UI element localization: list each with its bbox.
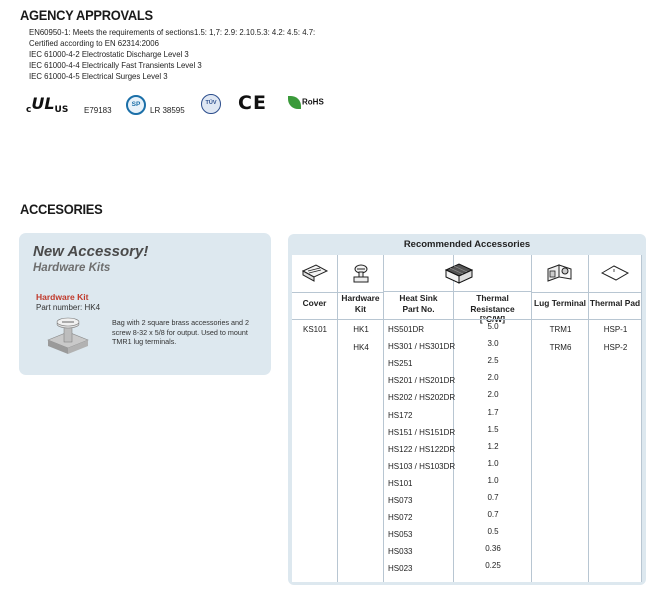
thermal-resistance-cell: 5.0 bbox=[487, 322, 499, 331]
thermal-resistance-cell: 2.0 bbox=[487, 390, 499, 399]
heat-sink-icon-cell bbox=[384, 255, 532, 292]
lug-cell: TRM6 bbox=[549, 343, 572, 352]
heat-sink-part-cell: HS251 bbox=[388, 359, 413, 368]
heat-sink-part-cell: HS151 / HS151DR bbox=[388, 428, 456, 437]
csa-number: LR 38595 bbox=[150, 106, 185, 115]
header-thermal-resistance: Thermal Resistance [°C/W] bbox=[470, 293, 515, 324]
approval-line: EN60950-1: Meets the requirements of sections1.5: 1,7: 2.9: 2.10.5.3: 4.2: 4.5: 4.7: bbox=[29, 27, 316, 37]
heat-sink-part-cell: HS122 / HS122DR bbox=[388, 445, 456, 454]
heat-sink-part-cell: HS053 bbox=[388, 530, 413, 539]
tuv-logo-icon: TÜV bbox=[201, 94, 221, 114]
approval-line: IEC 61000-4-5 Electrical Surges Level 3 bbox=[29, 71, 168, 82]
header-hardware-kit: Hardware Kit bbox=[341, 293, 380, 314]
heat-sink-part-cell: HS202 / HS202DR bbox=[388, 393, 456, 402]
thermal-pad-icon bbox=[600, 261, 630, 285]
lug-terminal-icon bbox=[545, 261, 575, 285]
recommended-accessories-table bbox=[288, 234, 646, 585]
heat-sink-part-cell: HS072 bbox=[388, 513, 413, 522]
table-title: Recommended Accessories bbox=[403, 239, 531, 250]
thermal-resistance-cell: 3.0 bbox=[487, 339, 499, 348]
header-heat-sink: Heat Sink Part No. bbox=[399, 293, 438, 314]
accessories-title: ACCESORIES bbox=[20, 201, 103, 217]
header-lug-terminal: Lug Terminal bbox=[534, 298, 586, 308]
thermal-pad-column bbox=[589, 255, 642, 582]
pad-cell: HSP-1 bbox=[603, 325, 628, 334]
certification-logos bbox=[26, 94, 336, 122]
ce-logo-icon: CE bbox=[238, 92, 267, 114]
kit-part-number: Part number: HK4 bbox=[36, 303, 101, 312]
thermal-resistance-cell: 0.36 bbox=[485, 544, 501, 553]
kit-description: Bag with 2 square brass accessories and 2 screw 8-32 x 5/8 for output. Used to mount TMR1 lug terminals. bbox=[112, 318, 250, 347]
approvals-list bbox=[29, 27, 315, 82]
new-accessory-panel bbox=[19, 233, 271, 375]
header-thermal-pad: Thermal Pad bbox=[589, 298, 641, 308]
heat-sink-part-cell: HS101 bbox=[388, 479, 413, 488]
thermal-resistance-cell: 1.0 bbox=[487, 459, 499, 468]
heat-sink-part-cell: HS033 bbox=[388, 547, 413, 556]
thermal-resistance-cell: 0.5 bbox=[487, 527, 499, 536]
pad-cell: HSP-2 bbox=[603, 343, 628, 352]
cover-column bbox=[292, 255, 338, 582]
screw-icon bbox=[350, 261, 372, 285]
heat-sink-part-cell: HS201 / HS201DR bbox=[388, 376, 456, 385]
lug-terminal-column bbox=[532, 255, 589, 582]
thermal-resistance-cell: 0.25 bbox=[485, 561, 501, 570]
approval-line: Certified according to EN 62314:2006 bbox=[29, 38, 159, 49]
heat-sink-part-cell: HS073 bbox=[388, 496, 413, 505]
approval-line: IEC 61000-4-4 Electrically Fast Transients Level 3 bbox=[29, 60, 202, 71]
cover-icon bbox=[300, 261, 330, 285]
thermal-resistance-cell: 1.0 bbox=[487, 476, 499, 485]
thermal-resistance-cell: 0.7 bbox=[487, 493, 499, 502]
cover-cell: KS101 bbox=[302, 325, 328, 334]
hardware-cell: HK1 bbox=[353, 325, 369, 334]
heat-sink-part-cell: HS103 / HS103DR bbox=[388, 462, 456, 471]
heat-sink-part-cell: HS501DR bbox=[388, 325, 425, 334]
hardware-cell: HK4 bbox=[353, 343, 369, 352]
rohs-logo-icon: RoHS bbox=[288, 96, 324, 109]
approval-line: IEC 61000-4-2 Electrostatic Discharge Level 3 bbox=[29, 49, 189, 60]
thermal-resistance-cell: 1.2 bbox=[487, 442, 499, 451]
thermal-resistance-cell: 1.7 bbox=[487, 408, 499, 417]
thermal-resistance-cell: 1.5 bbox=[487, 425, 499, 434]
new-accessory-subheading: Hardware Kits bbox=[33, 262, 111, 274]
thermal-resistance-cell: 2.0 bbox=[487, 373, 499, 382]
heat-sink-part-cell: HS023 bbox=[388, 564, 413, 573]
new-accessory-heading: New Accessory! bbox=[33, 243, 149, 260]
hardware-kit-column bbox=[338, 255, 384, 582]
agency-approvals-title: AGENCY APPROVALS bbox=[20, 7, 153, 23]
thermal-resistance-cell: 0.7 bbox=[487, 510, 499, 519]
csa-logo-icon: SP bbox=[126, 95, 146, 115]
ul-number: E79183 bbox=[84, 106, 112, 115]
hardware-kit-image-icon bbox=[44, 314, 92, 358]
thermal-resistance-cell: 2.5 bbox=[487, 356, 499, 365]
kit-name: Hardware Kit bbox=[36, 292, 89, 302]
heat-sink-part-cell: HS301 / HS301DR bbox=[388, 342, 456, 351]
lug-cell: TRM1 bbox=[549, 325, 572, 334]
heat-sink-icon bbox=[444, 260, 474, 286]
ul-logo-icon: cULUS bbox=[26, 94, 69, 115]
heat-sink-part-cell: HS172 bbox=[388, 411, 413, 420]
header-cover: Cover bbox=[302, 298, 327, 308]
